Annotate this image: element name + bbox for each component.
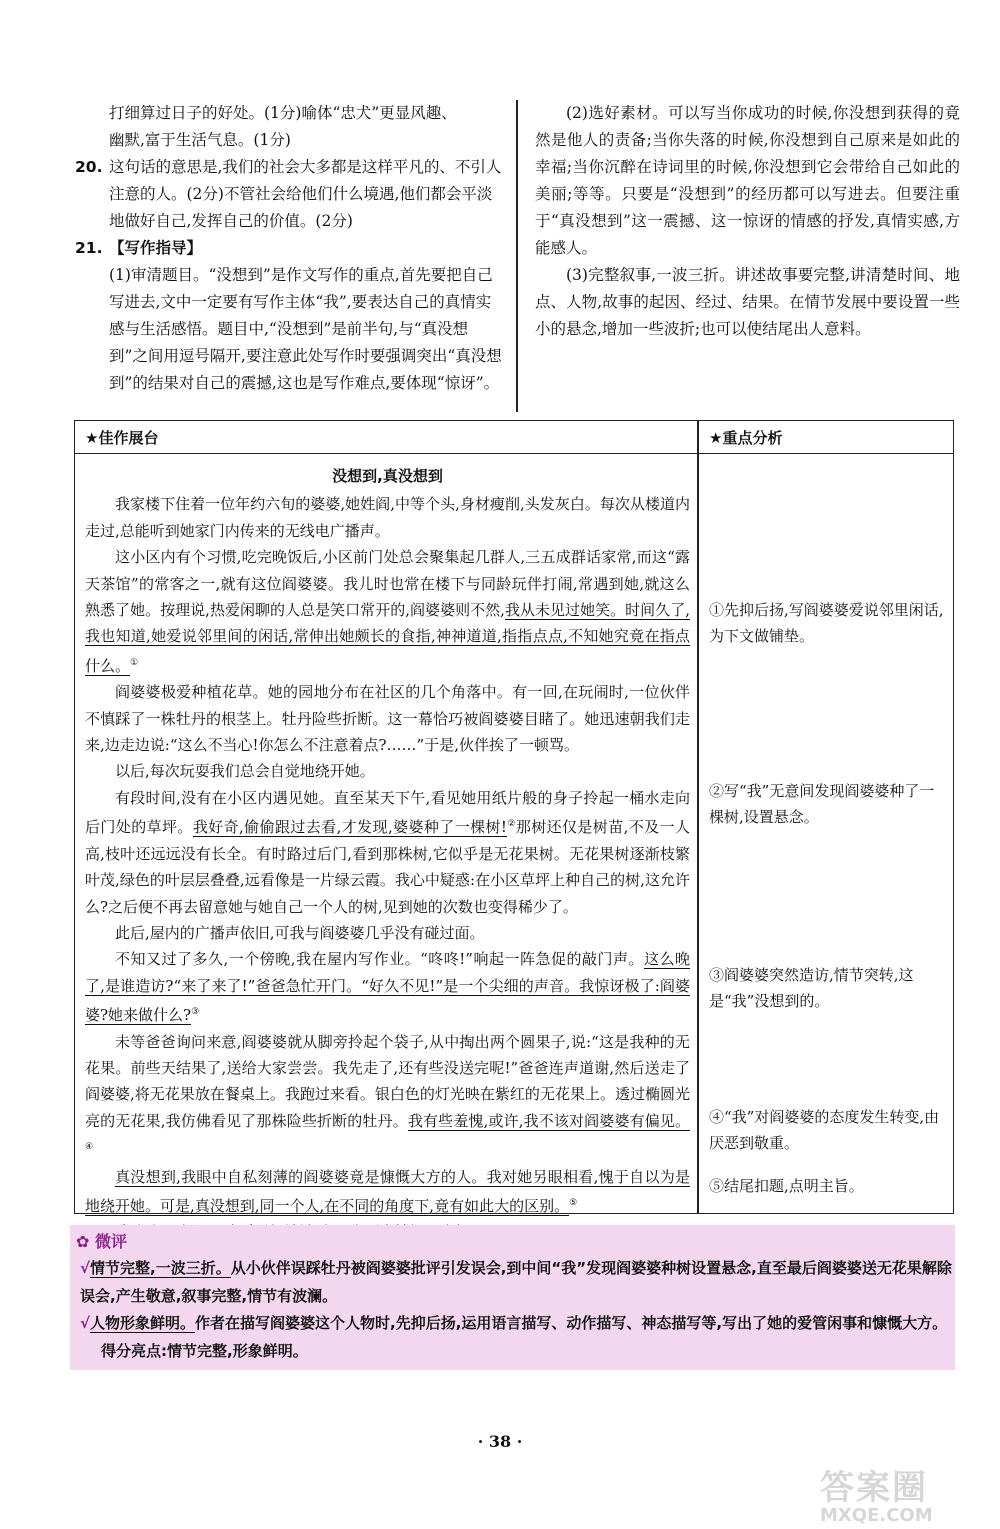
- essay-paragraph-8-text: 未等爸爸询问来意,阎婆婆就从脚旁拎起个袋子,从中掏出两个圆果子,说:“这是我种的无花果。前些天结果了,送给大家尝尝。我先走了,还有些没送完呢!”爸爸连声道谢,然后送走了阎婆婆,将无花果放在餐桌上。我跑过来看。银白色的灯光映在紫红的无花果上。透过椭圆光亮的无花果,我仿佛看见了那株险些折断的牡丹。: [85, 1032, 690, 1130]
- essay-paragraph-6: 此后,屋内的广播声依旧,可我与阎婆婆几乎没有碰过面。: [115, 923, 485, 942]
- model-essay-box: [74, 420, 954, 1214]
- answers-right-column: [535, 100, 960, 343]
- review-point-2-heading: 人物形象鲜明。: [90, 1314, 196, 1332]
- essay-paragraph-5-text: 有段时间,没有在小区内遇见她。直至某天下午,看见她用纸片般的身子拎起一桶水走向后门处的草坪。: [85, 788, 690, 837]
- review-point-1-text: 从小伙伴误踩牡丹被阎婆婆批评引发误会,到中间“我”发现阎婆婆种树设置悬念,直至最后阎婆婆送无花果解除误会,产生敬意,叙事完整,情节有波澜。: [80, 1259, 952, 1305]
- answer-21-number: 21.: [75, 239, 103, 257]
- answer-20-number: 20.: [75, 158, 103, 176]
- review-point-2: [80, 1310, 952, 1338]
- answer-19-tail-line2: 幽默,富于生活气息。(1分): [109, 131, 291, 149]
- answer-20: [75, 154, 505, 235]
- essay-paragraph-8-underlined: 我有些羞愧,或许,我不该对阎婆婆有偏见。: [407, 1111, 690, 1130]
- mini-review-title: 微评: [94, 1232, 127, 1251]
- writing-guide-point-3: (3)完整叙事,一波三折。讲述故事要完整,讲清楚时间、地点、人物,故事的起因、经过、结果。在情节发展中要设置一些小的悬念,增加一些波折;也可以使结尾出人意料。: [535, 266, 960, 338]
- check-icon: √: [80, 1259, 91, 1277]
- answers-left-column: [75, 100, 505, 397]
- mini-review-heading: [76, 1229, 127, 1252]
- page-number: · 38 ·: [477, 1432, 523, 1451]
- analysis-note-3: ③阎婆婆突然造访,情节突转,这是“我”没想到的。: [709, 966, 914, 1010]
- score-highlight: 得分亮点:情节完整,形象鲜明。: [101, 1341, 308, 1360]
- analysis-note-2: ②写“我”无意间发现阎婆婆种了一棵树,设置悬念。: [709, 782, 935, 826]
- essay-paragraph-4: 以后,每次玩耍我们总会自觉地绕开她。: [115, 762, 375, 781]
- annotation-mark-4: ④: [85, 1142, 94, 1153]
- annotation-mark-3: ③: [191, 1007, 200, 1018]
- writing-guide-point-1: (1)审清题目。“没想到”是作文写作的重点,首先要把自己写进去,文中一定要有写作主体“我”,要表达自己的真情实感与生活感悟。题目中,“没想到”是前半句,与“真没想到”之间用逗号隔开,要注意此处写作时要强调突出“真没想到”的结果对自己的震撼,这也是写作难点,要体现“惊讶”。: [109, 266, 502, 392]
- model-essay-box-header: [75, 421, 953, 454]
- essay-paragraph-5-underlined: 我好奇,偷偷跟过去看,才发现,婆婆种了一棵树!: [192, 818, 507, 837]
- box-column-divider: [697, 421, 699, 1213]
- annotation-mark-5: ⑤: [569, 1197, 578, 1208]
- essay-paragraph-9-underlined: 真没想到,我眼中自私刻薄的阎婆婆竟是慷慨大方的人。我对她另眼相看,愧于自以为是地绕开她。可是,真没想到,同一个人,在不同的角度下,竟有如此大的区别。: [85, 1167, 690, 1215]
- essay-paragraph-1: 我家楼下住着一位年约六旬的婆婆,她姓阎,中等个头,身材瘦削,头发灰白。每次从楼道内走过,总能听到她家门内传来的无线电广播声。: [85, 495, 690, 540]
- column-divider: [516, 100, 518, 412]
- watermark-logo: [820, 1460, 990, 1526]
- watermark-text: 答案圈: [820, 1468, 928, 1508]
- model-essay-heading: ★佳作展台: [85, 429, 159, 447]
- essay-paragraph-9: [85, 1164, 690, 1220]
- essay-paragraph-5-rest: 那树还仅是树苗,不及一人高,枝叶还远远没有长全。有时路过后门,看到那株树,它似乎是无花果树。无花果树逐渐枝繁叶茂,绿色的叶层层叠叠,远看像是一片绿云霞。我心中疑惑:在小区草坪上种自己的树,这允许么?之后便不再去留意她与她自己一个人的树,见到她的次数也变得稀少了。: [85, 818, 690, 916]
- model-essay: [85, 463, 690, 1246]
- mini-review-body: [80, 1255, 952, 1365]
- essay-paragraph-2-underlined: 我从未见过她笑。时间久了,我也知道,她爱说邻里间的闲话,常伸出她颇长的食指,神神道道,指指点点,不知她究竟在指点什么。: [85, 601, 690, 675]
- annotation-mark-2: ②: [506, 819, 516, 830]
- essay-paragraph-7: [85, 946, 690, 1028]
- analysis-note-1: ①先抑后扬,写阎婆婆爱说邻里闲话,为下文做铺垫。: [709, 601, 944, 645]
- essay-paragraph-7-underlined: 这么晚了,是谁造访?“来了来了!”爸爸急忙开门。“好久不见!”是一个尖细的声音。我惊讶极了:阎婆婆?她来做什么?: [85, 950, 690, 1025]
- analysis-note-4: ④“我”对阎婆婆的态度发生转变,由厌恶到敬重。: [709, 1108, 940, 1152]
- essay-title: 没想到,真没想到: [332, 467, 443, 485]
- review-point-2-text: 作者在描写阎婆婆这个人物时,先抑后扬,运用语言描写、动作描写、神态描写等,写出了她的爱管闲事和慷慨大方。: [195, 1314, 948, 1332]
- flower-icon: ✿: [76, 1232, 90, 1251]
- analysis-note-5: ⑤结尾扣题,点明主旨。: [709, 1177, 864, 1195]
- check-icon: √: [80, 1314, 91, 1332]
- mini-review-panel: [70, 1225, 955, 1370]
- review-point-1-heading: 情节完整,一波三折。: [90, 1259, 231, 1277]
- answer-20-text: 这句话的意思是,我们的社会大多都是这样平凡的、不引人注意的人。(2分)不管社会给他们什么境遇,他们都会平淡地做好自己,发挥自己的价值。(2分): [109, 158, 502, 230]
- essay-paragraph-3: 阎婆婆极爱种植花草。她的园地分布在社区的几个角落中。有一回,在玩闹时,一位伙伴不慎踩了一株牡丹的根茎上。牡丹险些折断。这一幕恰巧被阎婆婆目睹了。她迅速朝我们走来,边走边说:“这么不当心!你怎么不注意着点?……”于是,伙伴挨了一顿骂。: [85, 683, 690, 755]
- essay-paragraph-8: [85, 1029, 690, 1164]
- answer-21: [75, 235, 505, 262]
- essay-paragraph-2-text: 这小区内有个习惯,吃完晚饭后,小区前门处总会聚集起几群人,三五成群话家常,而这“露天茶馆”的常客之一,就有这位阎婆婆。我儿时也常在楼下与同龄玩伴打闹,常遇到她,就这么熟悉了她。按理说,热爱闲聊的人总是笑口常开的,阎婆婆则不然,: [85, 548, 690, 620]
- essay-paragraph-7-text: 不知又过了多久,一个傍晚,我在屋内写作业。“咚咚!”响起一阵急促的敲门声。: [115, 950, 644, 969]
- key-analysis-heading: ★重点分析: [709, 429, 783, 447]
- writing-guide-heading: 【写作指导】: [109, 239, 203, 257]
- writing-guide-point-2: (2)选好素材。可以写当你成功的时候,你没想到获得的竟然是他人的责备;当你失落的时候,你没想到自己原来是如此的幸福;当你沉醉在诗词里的时候,你没想到它会带给自己如此的美丽;等等。只要是“没想到”的经历都可以写进去。但要注重于“真没想到”这一震撼、这一惊讶的情感的抒发,真情实感,方能感人。: [535, 104, 960, 257]
- essay-paragraph-2: [85, 544, 690, 679]
- essay-paragraph-5: [85, 785, 690, 920]
- annotation-mark-1: ①: [130, 657, 139, 668]
- review-point-1: [80, 1255, 952, 1310]
- watermark-url: MXQE.COM: [820, 1505, 933, 1526]
- answer-19-tail-line1: 打细算过日子的好处。(1分)喻体“忠犬”更显风趣、: [109, 104, 457, 122]
